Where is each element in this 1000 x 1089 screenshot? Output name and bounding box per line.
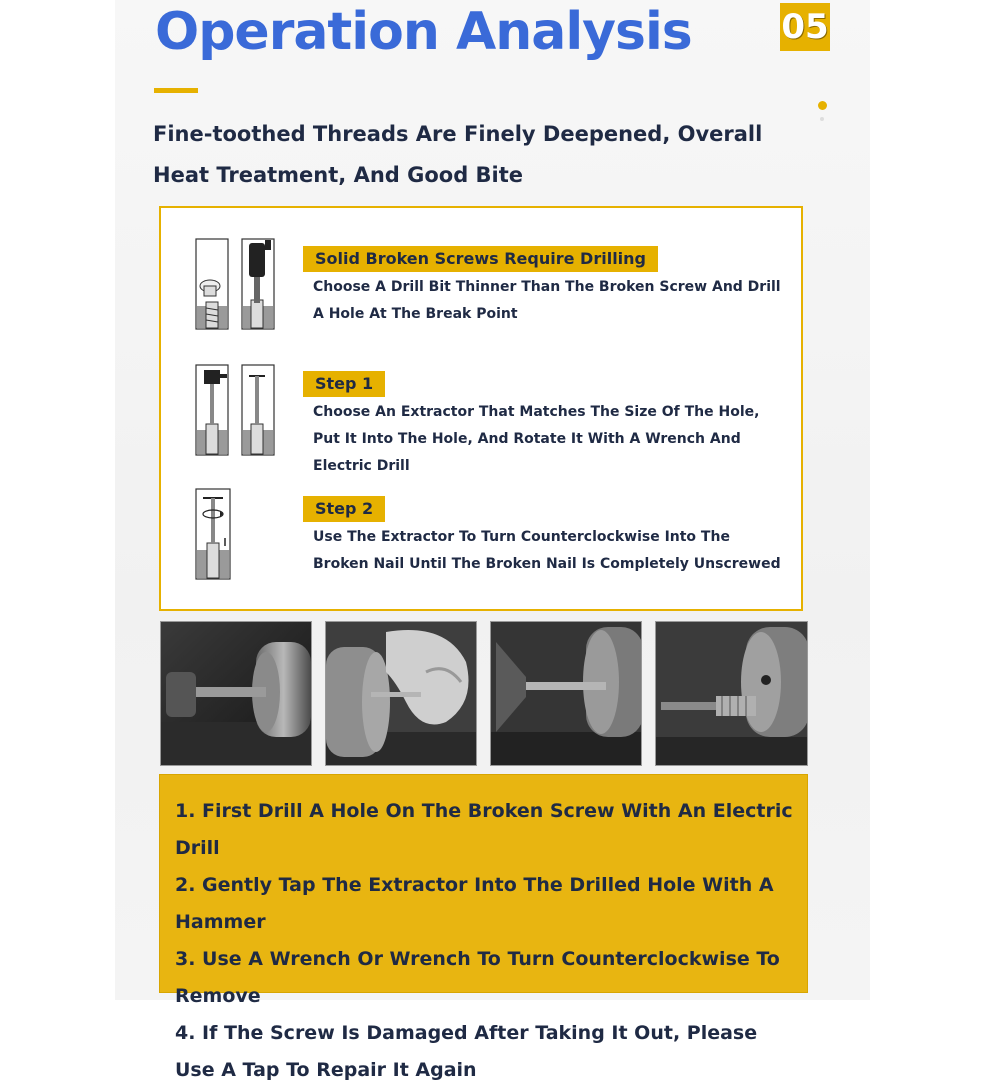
drilling-diagram-icon [195,238,285,333]
instruction-item: 2. Gently Tap The Extractor Into The Drilled Hole With A Hammer [175,874,774,933]
instruction-item: 3. Use A Wrench Or Wrench To Turn Counterclockwise To Remove [175,948,780,1007]
step-description: Use The Extractor To Turn Counterclockwise Into The Broken Nail Until The Broken Nail Is Completely Unscrewed [313,529,781,572]
step-label: Solid Broken Screws Require Drilling [303,246,658,272]
steps-panel [159,206,803,611]
gloved-hand-photo [325,621,477,766]
step-label: Step 1 [303,371,385,397]
decorative-dot [818,101,827,110]
photo-strip [160,621,808,766]
instructions-list [160,775,807,1089]
instructions-panel [159,774,808,1081]
instruction-item: 1. First Drill A Hole On The Broken Screw With An Electric Drill [175,800,793,859]
step-label: Step 2 [303,496,385,522]
page-number-badge: 05 [780,3,830,51]
decorative-dot-small [820,117,824,121]
extracted-screw-photo [655,621,808,766]
title-underline [154,88,198,93]
step-description: Choose An Extractor That Matches The Size Of The Hole, Put It Into The Hole, And Rotate It With A Wrench And Electric Drill [313,404,760,474]
subtitle: Fine-toothed Threads Are Finely Deepened, Overall Heat Treatment, And Good Bite [153,122,763,187]
hammer-extractor-diagram-icon [195,364,285,459]
page-title: Operation Analysis [155,2,692,62]
step-description: Choose A Drill Bit Thinner Than The Broken Screw And Drill A Hole At The Break Point [313,279,781,322]
drill-bit-photo [160,621,312,766]
instruction-item: 4. If The Screw Is Damaged After Taking It Out, Please Use A Tap To Repair It Again [175,1022,758,1081]
counterclockwise-diagram-icon [195,488,235,583]
extractor-in-hole-photo [490,621,642,766]
